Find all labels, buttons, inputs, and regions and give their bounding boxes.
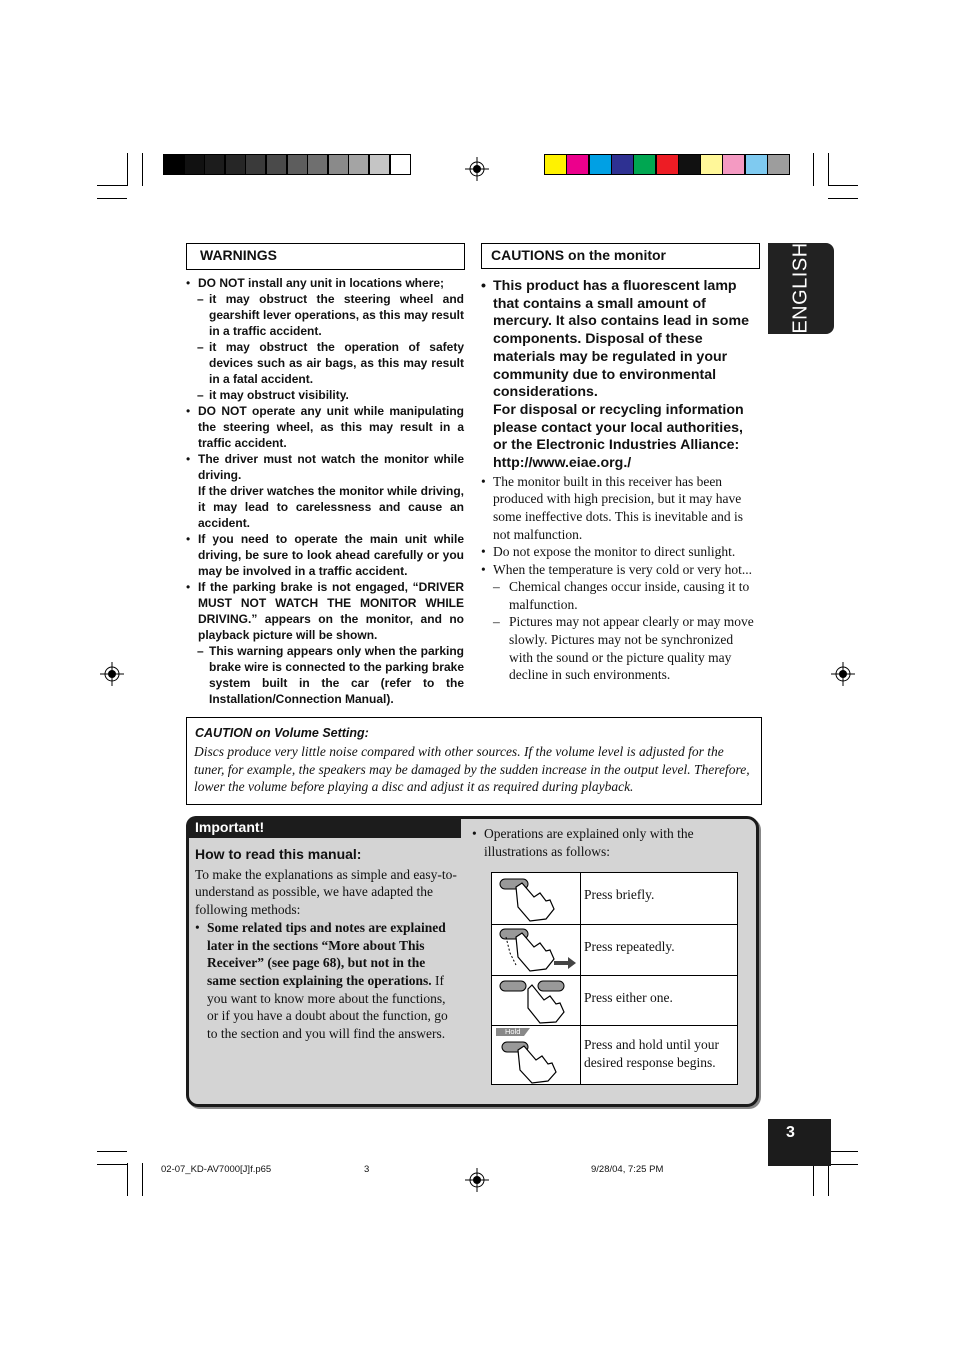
- hold-label: Hold: [505, 1027, 521, 1036]
- cautions-heading: CAUTIONS on the monitor: [481, 243, 760, 269]
- gray-swatch: [163, 154, 184, 175]
- list-item: • If the parking brake is not engaged, “DRIVER MUST NOT WATCH THE MONITOR WHILE DRIVING.” appears on the monitor, and no playback picture will be shown.: [186, 579, 464, 643]
- list-subitem: – Pictures may not appear clearly or may move slowly. Pictures may not be synchronized with the sound or the picture quality may decline in such environments.: [493, 614, 754, 683]
- table-row: [492, 975, 737, 1026]
- volume-caution-text: Discs produce very little noise compared with other sources. If the volume level is adjusted for the tuner, for example, the speakers may be damaged by the sudden increase in the output level. Therefore, lower the volume before playing a disc and adjust it as required during playback.: [194, 744, 750, 795]
- cautions-list: [481, 278, 759, 684]
- gray-swatch: [266, 154, 287, 175]
- press-repeatedly-icon: [492, 925, 581, 976]
- page-number-box: 3: [768, 1119, 831, 1166]
- illustration-caption: Press briefly.: [584, 887, 655, 902]
- gray-swatch: [328, 154, 349, 175]
- how-to-read-section: [195, 846, 457, 1043]
- color-swatch: [656, 154, 679, 175]
- list-item: • When the temperature is very cold or very hot...: [481, 561, 759, 579]
- press-briefly-icon: [492, 873, 581, 924]
- list-item: • If you need to operate the main unit while driving, be sure to look ahead carefully or you may be involved in a traffic accident.: [186, 531, 464, 579]
- list-item: • DO NOT operate any unit while manipulating the steering wheel, as this may result in a traffic accident.: [186, 403, 464, 451]
- registration-mark-icon: [100, 662, 124, 686]
- gray-swatch: [348, 154, 369, 175]
- list-subitem: – it may obstruct the operation of safety devices such as air bags, as this may result in a fatal accident.: [197, 340, 464, 386]
- important-tab: Important!: [186, 816, 461, 838]
- color-swatch: [633, 154, 656, 175]
- list-item: • This product has a fluorescent lamp that contains a small amount of mercury. It also contains lead in some components. Disposal of these materials may be regulated in your community due to environmental considerations.: [481, 278, 759, 402]
- footer-timestamp: 9/28/04, 7:25 PM: [591, 1164, 664, 1175]
- gray-swatch: [307, 154, 328, 175]
- warnings-list: [186, 275, 464, 707]
- gray-swatch: [225, 154, 246, 175]
- illustration-caption: Press repeatedly.: [584, 939, 675, 954]
- footer-filename: 02-07_KD-AV7000[J]f.p65: [161, 1164, 272, 1175]
- illustration-caption: Press and hold until your desired response begins.: [584, 1037, 719, 1070]
- color-swatch: [678, 154, 701, 175]
- language-tab-label: ENGLISH: [789, 242, 812, 334]
- gray-swatch: [204, 154, 225, 175]
- list-paragraph: For disposal or recycling information please contact your local authorities, or the Electronic Industries Alliance: http://www.eiae.org./: [493, 401, 744, 472]
- how-to-read-heading: How to read this manual:: [195, 846, 362, 862]
- gray-swatch: [287, 154, 308, 175]
- registration-mark-icon: [465, 157, 489, 181]
- gray-swatch: [245, 154, 266, 175]
- illustration-table: [491, 872, 738, 1085]
- color-swatch: [745, 154, 768, 175]
- list-subitem: – it may obstruct visibility.: [197, 388, 349, 402]
- color-swatch: [700, 154, 723, 175]
- list-subitem: – it may obstruct the steering wheel and gearshift lever operations, as this may result in a traffic accident.: [197, 292, 464, 338]
- table-row: [492, 873, 737, 924]
- gray-swatch: [184, 154, 205, 175]
- color-swatch: [566, 154, 589, 175]
- list-subitem: – Chemical changes occur inside, causing it to malfunction.: [493, 579, 750, 612]
- color-swatch: [544, 154, 567, 175]
- footer-page: 3: [364, 1164, 370, 1175]
- list-item: • The monitor built in this receiver has been produced with high precision, but it may have some ineffective dots. This is inevitable and is not malfunction.: [481, 473, 759, 543]
- color-swatch: [611, 154, 634, 175]
- volume-caution-heading: CAUTION on Volume Setting:: [195, 726, 369, 740]
- list-item: • Some related tips and notes are explained later in the sections “More about This Receiver” (see page 68), but not in the same section explaining the operations. If you want to know more about the functions, or if you have a doubt about the function, go to the section and you will find the answers.: [195, 919, 457, 1043]
- volume-caution-box: [186, 717, 762, 805]
- list-item: • Do not expose the monitor to direct sunlight.: [481, 543, 759, 561]
- list-item: • The driver must not watch the monitor while driving.: [186, 451, 464, 483]
- language-tab: [768, 243, 834, 334]
- list-item: • DO NOT install any unit in locations where;: [186, 275, 464, 291]
- color-swatch: [589, 154, 612, 175]
- how-to-read-intro: To make the explanations as simple and easy-to-understand as possible, we have adapted the following methods:: [195, 866, 457, 918]
- color-swatch: [722, 154, 745, 175]
- gray-swatch: [390, 154, 411, 175]
- table-row: [492, 924, 737, 976]
- list-subitem: – This warning appears only when the parking brake wire is connected to the parking brake system built in the car (refer to the Installation/Connection Manual).: [197, 644, 464, 706]
- press-hold-icon: [492, 1026, 581, 1085]
- gray-swatch: [369, 154, 390, 175]
- press-either-icon: [492, 976, 581, 1026]
- warnings-heading: WARNINGS: [186, 243, 465, 270]
- registration-mark-icon: [831, 662, 855, 686]
- table-row: [492, 1025, 737, 1085]
- registration-mark-icon: [465, 1168, 489, 1192]
- color-swatch: [767, 154, 790, 175]
- list-paragraph: If the driver watches the monitor while driving, it may lead to carelessness and cause an accident.: [198, 484, 464, 530]
- operations-intro: • Operations are explained only with the illustrations as follows:: [472, 826, 694, 859]
- illustration-caption: Press either one.: [584, 990, 673, 1005]
